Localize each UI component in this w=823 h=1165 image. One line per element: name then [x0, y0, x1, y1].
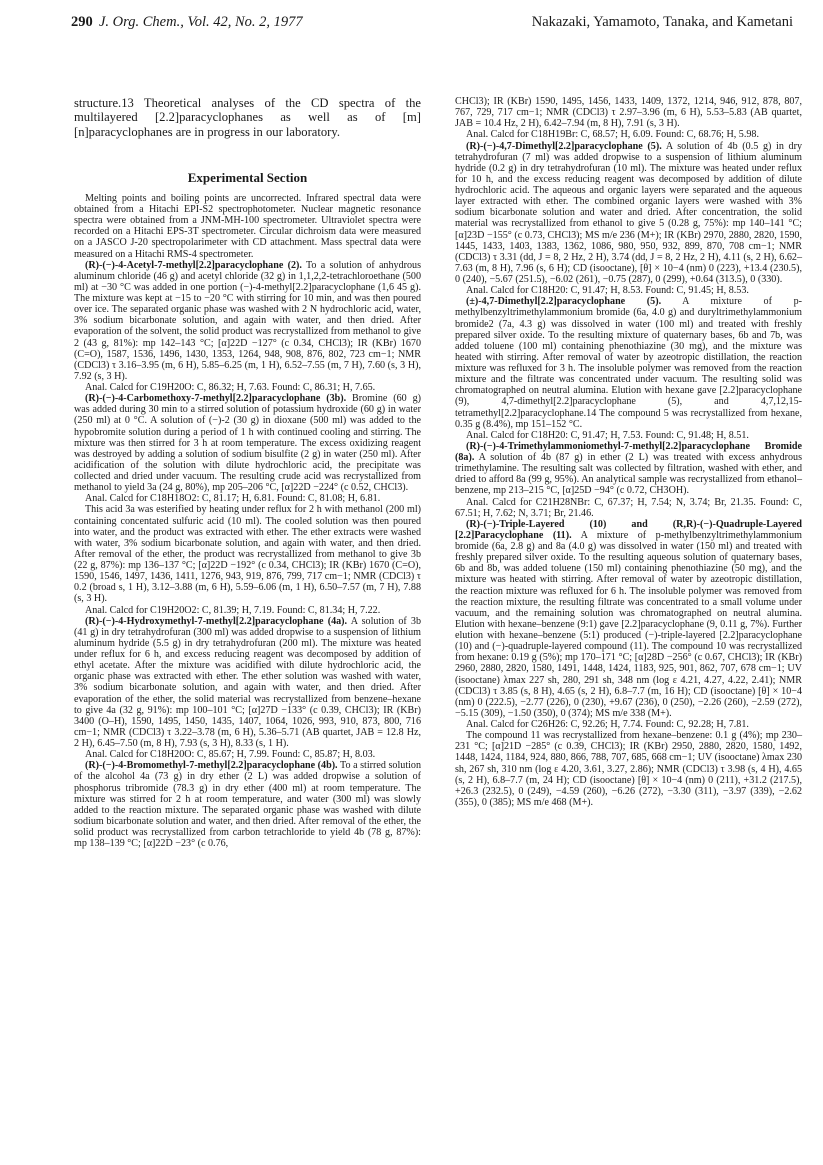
left-paragraphs — [74, 193, 421, 849]
paragraph — [455, 430, 802, 441]
compound-heading: (R)-(−)-4-Acetyl-7-methyl[2.2]paracyclophane (2). — [85, 259, 302, 271]
paragraph-text: This acid 3a was esterified by heating under reflux for 2 h with methanol (200 ml) containing concentated sulfuric acid (10 ml). The cooled solution was then poured into water, and the product was extracted with ether. The ether extracts were washed with water, 3% sodium bicarbonate solution, and again with water, and then dried. After removal of the ether, the product was recrystallized from methanol to give 3b (22 g, 87%): mp 136–137 °C; [α]22D −192° (c 0.34, CHCl3); IR (KBr) 1670 (C=O), 1590, 1546, 1497, 1436, 1411, 1276, 943, 919, 876, 799, 717 cm−1; NMR (CDCl3) τ 0.2 (broad s, 1 H), 3.12–3.88 (m, 6 H), 5.59–6.06 (m, 1 H), 6.50–7.57 (m, 7 H), 7.88 (s, 3 H). — [74, 504, 421, 605]
paragraph-text: Anal. Calcd for C18H20: C, 91.47; H, 8.53. Found: C, 91.45; H, 8.53. — [466, 285, 749, 297]
paragraph — [455, 730, 802, 808]
paragraph — [74, 749, 421, 760]
paragraph — [74, 616, 421, 750]
intro-paragraph: structure.13 Theoretical analyses of the CD spectra of the multilayered [2.2]paracyclophanes as well as of [m][n]paracyclophanes are in progress in our laboratory. — [74, 96, 421, 139]
paragraph — [455, 296, 802, 430]
paragraph-text: Anal. Calcd for C18H18O2: C, 81.17; H, 6.81. Found: C, 81.08; H, 6.81. — [85, 493, 381, 505]
paragraph — [74, 393, 421, 493]
compound-heading: (R)-(−)-Triple-Layered (10) and (R,R)-(−)-Quadruple-Layered [2.2]Paracyclophane (11). — [455, 518, 802, 541]
paragraph — [74, 493, 421, 504]
paragraph-text: Anal. Calcd for C21H28NBr: C, 67.37; H, 7.54; N, 3.74; Br, 21.35. Found: C, 67.51; H, 7.62; N, 3.71; Br, 21.46. — [455, 496, 802, 519]
compound-heading: (R)-(−)-4-Hydroxymethyl-7-methyl[2.2]paracyclophane (4a). — [85, 615, 348, 627]
paragraph — [455, 141, 802, 286]
paragraph-text: Anal. Calcd for C18H20O: C, 85.67; H, 7.99. Found: C, 85.87; H, 8.03. — [85, 749, 376, 761]
paragraph — [455, 96, 802, 129]
running-header — [71, 14, 793, 36]
paragraph — [455, 129, 802, 140]
compound-heading: (R)-(−)-4,7-Dimethyl[2.2]paracyclophane (5). — [466, 140, 662, 152]
compound-heading: (R)-(−)-4-Carbomethoxy-7-methyl[2.2]paracyclophane (3b). — [85, 393, 347, 405]
paragraph-text: A solution of 3b (41 g) in dry tetrahydrofuran (300 ml) was added dropwise to a suspension of lithium aluminum hydride (5.5 g) in dry tetrahydrofuran (200 ml). The mixture was heated under reflux for 6 h, and excess reducing reagent was decomposed by addition of ethyl acetate. After the mixture was acidified with dilute hydrochloric acid, the organic phase was extracted with ether. The ether solution was washed with water, 3% sodium bicarbonate solution, and again with water, and then dried. After evaporation of the ether, the solid material was recrystallized from benzene–hexane to give 4a (32 g, 91%): mp 100–101 °C; [α]27D −133° (c 0.39, CHCl3); IR (KBr) 3400 (O–H), 1590, 1495, 1450, 1435, 1407, 1064, 1026, 993, 910, 873, 800, 716 cm−1; NMR (CDCl3) τ 3.22–3.78 (m, 6 H), 5.36–5.71 (AB quartet, JAB = 12.8 Hz, 2 H), 6.45–7.50 (m, 8 H), 7.93 (s, 3 H), 8.33 (s, 1 H). — [74, 615, 421, 750]
compound-heading: (±)-4,7-Dimethyl[2.2]paracyclophane (5). — [466, 296, 662, 308]
paragraph-text: Anal. Calcd for C26H26: C, 92.26; H, 7.74. Found: C, 92.28; H, 7.81. — [466, 719, 749, 730]
paragraph-text: To a stirred solution of the alcohol 4a (73 g) in dry ether (2 L) was added dropwise a solution of phosphorus tribromide (78.3 g) in dry ether (400 ml) at room temperature. The mixture was stirred for 2 h at room temperature, and water (300 ml) was slowly added to the reaction mixture. The separated organic phase was washed with dilute sodium bicarbonate solution and water, and then dried. After removal of the ether, the solid product was recrystallized from carbon tetrachloride to yield 4b (78 g, 87%): mp 138–139 °C; [α]22D −23° (c 0.76, — [74, 760, 422, 850]
paragraph — [74, 760, 421, 849]
paragraph-text: A mixture of p-methylbenzyltrimethylammonium bromide (6a, 2.8 g) and 8a (4.0 g) was dissolved in water (150 ml) and treated with freshly prepared silver oxide. To the resulting aqueous solution of quaternary bases, 6b and 8b, was added toluene (150 ml) containing phenothiazine (50 mg), and the mixture was heated with stirring. After removal of water by azeotropic distillation, the reaction mixture was refluxed for 6 h. The insoluble polymer was removed from the reaction mixture, the resulting filtrate was concentrated to a small volume under vacuum, and the remaining solution was chromatographed on neutral alumina. Elution with hexane–benzene (9:1) gave [2.2]paracyclophane (9, 0.11 g, 7%). Further elution with hexane–benzene (5:1) produced (−)-triple-layered [2.2]paracyclophane (10) and (−)-quadruple-layered compound (11). The compound 10 was recrystallized from hexane: 0.19 g (5%); mp 170–171 °C; [α]28D −256° (c 0.67, CHCl3); IR (KBr) 2960, 2880, 2820, 1580, 1491, 1448, 1424, 1183, 925, 901, 862, 707, 678 cm−1; UV (isooctane) λmax 227 sh, 280, 291 sh, 348 nm (log ε 4.21, 4.27, 4.22, 2.41); NMR (CDCl3) τ 3.85 (s, 8 H), 4.65 (s, 2 H), 6.8–7.7 (m, 16 H); CD (isooctane) [θ] × 10−4 (nm) 0 (222.5), −2.77 (226), 0 (230), +9.67 (236), 0 (250), −2.26 (260), −2.59 (272), −5.15 (309), −1.50 (350), 0 (374); MS m/e 338 (M+). — [455, 529, 802, 719]
paragraph — [74, 260, 421, 382]
paragraph — [74, 504, 421, 604]
compound-heading: (R)-(−)-4-Bromomethyl-7-methyl[2.2]paracyclophane (4b). — [85, 760, 338, 772]
paragraph-text: A solution of 4b (87 g) in ether (2 L) was treated with excess anhydrous trimethylamine. The resulting salt was collected by filtration, washed with ether, and dried to afford 8a (99 g, 95%). An analytical sample was recrystallized from ethanol–benzene, mp 213–215 °C, [α]25D −94° (c 0.72, CH3OH). — [455, 452, 802, 497]
page-number: 290 — [71, 14, 93, 30]
paragraph-text: Bromine (60 g) was added during 30 min to a stirred solution of potassium hydroxide (60 g) in water (250 ml) at 0 °C. A solution of (−)-2 (30 g) in dioxane (500 ml) was added to the hypobromite solution during a period of 1 h with continued cooling and stirring. The mixture was then stirred for 3 h at room temperature. The excess oxidizing reagent was destroyed by adding a solution of sodium bisulfite (2 g) in water (250 ml). After acidification of the solution with dilute hydrochloric acid, the precipitate was collected and dried under vacuum. The resulting crude acid was recrystallized from methanol to yield 3a (24 g, 80%), mp 205–206 °C, [α]22D −224° (c 0.52, CHCl3). — [74, 393, 421, 494]
paragraph — [74, 382, 421, 393]
paragraph-text: A mixture of p-methylbenzyltrimethylammonium bromide (6a, 4.0 g) and duryltrimethylammonium bromide2 (7a, 4.3 g) was dissolved in water (100 ml) and treated with freshly prepared silver oxide. To the resulting mixture of quaternary bases, 6b and 7b, was added toluene (100 ml) containing phenothiazine (30 mg), and the mixture was heated with stirring. After removal of water by azeotropic distillation, the reaction mixture was refluxed for 3 h. The insoluble polymer was removed from the reaction mixture and the filtrate was concentrated under vacuum. The resulting solid was chromatographed on neutral alumina. Elution with hexane gave [2.2]paracyclophane (9), 4,7-dimethyl[2.2]paracyclophane (5), and 4,7,12,15-tetramethyl[2.2]paracyclophane.14 The compound 5 was recrystallized from hexane, 0.35 g (8.4%), mp 151–152 °C. — [455, 296, 803, 430]
compound-heading: (R)-(−)-4-Trimethylammoniomethyl-7-methyl[2.2]paracyclophane Bromide (8a). — [455, 440, 802, 463]
paragraph — [455, 441, 802, 497]
paragraph-text: Melting points and boiling points are uncorrected. Infrared spectral data were obtained from a Hitachi EPI-S2 spectrophotometer. Nuclear magnetic resonance spectra were obtained from a JNM-MH-100 spectrometer. Ultraviolet spectra were recorded on a Hitachi EPS-3T spectrometer. Circular dichroism data were measured on a JASCO J-20 spectropolarimeter with CD attachment. Mass spectral data were measured on a Hitachi RMS-4 spectrometer. — [74, 192, 421, 260]
paragraph-text: CHCl3); IR (KBr) 1590, 1495, 1456, 1433, 1409, 1372, 1214, 946, 912, 878, 807, 767, 729, 717 cm−1; NMR (CDCl3) τ 2.97–3.96 (m, 6 H), 5.53–5.83 (AB quartet, JAB = 10.4 Hz, 2 H), 6.42–7.94 (m, 8 H), 7.91 (s, 3 H). — [455, 96, 802, 130]
journal-citation: J. Org. Chem., Vol. 42, No. 2, 1977 — [99, 14, 303, 30]
paragraph-text: Anal. Calcd for C19H20O: C, 86.32; H, 7.63. Found: C, 86.31; H, 7.65. — [85, 382, 376, 394]
paragraph-text: The compound 11 was recrystallized from hexane–benzene: 0.1 g (4%); mp 230–231 °C; [α]21D −285° (c 0.39, CHCl3); IR (KBr) 2950, 2880, 2820, 1580, 1492, 1448, 1424, 1184, 924, 880, 866, 788, 707, 685, 668 cm−1; UV (isooctane) λmax 230 sh, 267 sh, 310 nm (log ε 4.20, 3.61, 3.27, 2.86); NMR (CDCl3) τ 3.98 (s, 4 H), 4.65 (s, 2 H), 6.8–7.7 (m, 24 H); CD (isooctane) [θ] × 10−4 (nm) 0 (211), +31.2 (217.5), +26.3 (232.5), 0 (249), −4.59 (260), −6.26 (272), −3.30 (311), −3.97 (339), −2.62 (355), 0 (385); MS m/e 468 (M+). — [455, 730, 802, 808]
paragraph — [74, 193, 421, 260]
paragraph-text: To a solution of anhydrous aluminum chloride (46 g) and acetyl chloride (32 g) in 1,1,2,2-tetrachloroethane (500 ml) at −30 °C was added in one portion (−)-4-methyl[2.2]paracyclophane (1,6 45 g). The mixture was kept at −15 to −20 °C with stirring for 10 min, and was then poured over ice. The separated organic phase was washed with 2 N hydrochloric acid, water, 3% sodium bicarbonate solution, and again with water, and then dried. After evaporation of the solvent, the solid product was recrystallized from methanol to give 2 (43 g, 81%): mp 142–143 °C; [α]22D −127° (c 0.34, CHCl3); IR (KBr) 1670 (C=O), 1587, 1536, 1496, 1430, 1353, 1264, 948, 908, 876, 802, 723 cm−1; NMR (CDCl3) τ 3.16–3.95 (m, 6 H), 5.85–6.25 (m, 1 H), 6.52–7.55 (m, 7 H), 7.60 (s, 3 H), 7.92 (s, 3 H). — [74, 259, 421, 382]
paragraph — [455, 519, 802, 719]
paragraph-text: Anal. Calcd for C18H20: C, 91.47; H, 7.53. Found: C, 91.48; H, 8.51. — [466, 429, 749, 441]
paragraph — [455, 497, 802, 519]
running-authors: Nakazaki, Yamamoto, Tanaka, and Kametani — [531, 14, 793, 30]
paragraph-text: Anal. Calcd for C18H19Br: C, 68.57; H, 6.09. Found: C, 68.76; H, 5.98. — [466, 129, 759, 141]
paragraph — [455, 719, 802, 730]
left-column — [74, 96, 421, 849]
right-paragraphs — [455, 96, 802, 808]
section-title: Experimental Section — [187, 169, 308, 185]
paragraph — [455, 285, 802, 296]
paragraph — [74, 605, 421, 616]
paragraph-text: Anal. Calcd for C19H20O2: C, 81.39; H, 7.19. Found: C, 81.34; H, 7.22. — [85, 604, 381, 616]
right-column — [455, 96, 802, 808]
paragraph-text: A solution of 4b (0.5 g) in dry tetrahydrofuran (7 ml) was added dropwise to a suspension of lithium aluminum hydride (0.2 g) in dry tetrahydrofuran (10 ml). The mixture was heated under reflux for 10 h, and the excess reducing reagent was decomposed by addition of dilute hydrochloric acid. The aqueous and organic layers were separated and the aqueous layer extracted with ether. The combined organic layers were washed with 3% sodium bicarbonate solution and water and dried. After concentration, the solid material was recrystallized from ethanol to give 5 (0.28 g, 75%): mp 140–141 °C; [α]23D −155° (c 0.73, CHCl3); MS m/e 236 (M+); IR (KBr) 2970, 2880, 2820, 1590, 1445, 1433, 1403, 1383, 1362, 1086, 980, 950, 932, 899, 870, 708 cm−1; NMR (CDCl3) τ 3.31 (dd, J = 8, 2 Hz, 2 H), 3.74 (dd, J = 8, 2 Hz, 2 H), 4.11 (s, 2 H), 6.62–7.63 (m, 8 H), 7.96 (s, 6 H); CD (isooctane), [θ] × 10−4 (nm) 0 (223), +13.4 (230.5), 0 (240), −5.67 (251.5), −6.02 (261), −0.75 (287), 0 (299), +0.64 (313.5), 0 (330). — [455, 140, 802, 285]
